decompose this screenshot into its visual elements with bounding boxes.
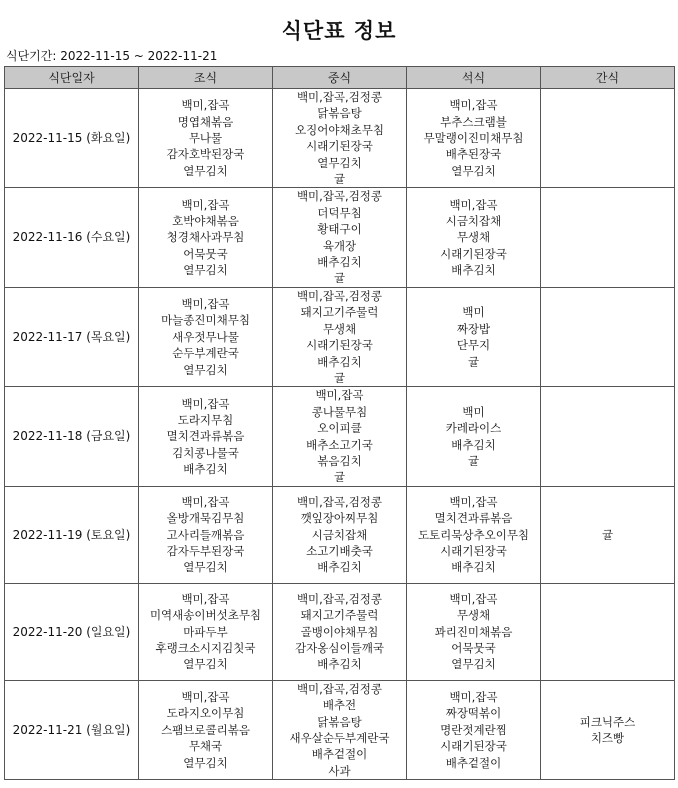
- menu-item: 호박야채볶음: [172, 214, 239, 229]
- table-row: [5, 188, 675, 287]
- lunch-cell: [273, 188, 407, 287]
- menu-item: 시금치잡채: [311, 527, 368, 542]
- menu-item: 배추김치: [317, 354, 362, 369]
- menu-item: 백미,잡곡: [315, 388, 364, 403]
- menu-item: 열무김치: [183, 657, 228, 672]
- menu-item: 배추김치: [451, 437, 496, 452]
- breakfast-cell: [139, 287, 273, 386]
- dinner-cell: [407, 583, 541, 680]
- menu-item: 백미: [462, 305, 485, 320]
- dinner-cell: [407, 387, 541, 486]
- menu-item: 시래기된장국: [306, 338, 373, 353]
- menu-item: 올방개묵김무침: [166, 511, 245, 526]
- lunch-cell: [273, 89, 407, 188]
- menu-item: 배추김치: [183, 462, 228, 477]
- menu-item: 카레라이스: [445, 421, 502, 436]
- menu-item: 도라지오이무침: [166, 706, 245, 721]
- menu-item: 후랭크소시지김칫국: [155, 640, 256, 655]
- menu-item: 귤: [333, 172, 346, 187]
- lunch-cell: [273, 287, 407, 386]
- menu-item: 도라지무침: [177, 412, 234, 427]
- dinner-cell: [407, 188, 541, 287]
- menu-item: 어묵뭇국: [183, 246, 228, 261]
- menu-item: 배추김치: [317, 657, 362, 672]
- menu-item: 배추김치: [451, 560, 496, 575]
- menu-item: 백미,잡곡: [181, 494, 230, 509]
- menu-item: 백미,잡곡: [449, 689, 498, 704]
- snack-cell: [541, 89, 675, 188]
- menu-item: 무생채: [322, 321, 357, 336]
- menu-item: 더덕무침: [317, 205, 362, 220]
- date-cell: 2022-11-17 (목요일): [5, 287, 139, 386]
- breakfast-cell: [139, 583, 273, 680]
- lunch-cell: [273, 583, 407, 680]
- menu-item: 백미: [462, 404, 485, 419]
- menu-item: 백미,잡곡,검정콩: [296, 681, 383, 696]
- dinner-cell: [407, 486, 541, 583]
- menu-item: 백미,잡곡: [449, 197, 498, 212]
- menu-item: 백미,잡곡,검정콩: [296, 591, 383, 606]
- date-cell: 2022-11-16 (수요일): [5, 188, 139, 287]
- menu-item: 시래기된장국: [306, 139, 373, 154]
- menu-item: 백미,잡곡: [449, 494, 498, 509]
- menu-item: 배추김치: [451, 263, 496, 278]
- menu-item: 무생채: [456, 608, 491, 623]
- menu-item: 시래기된장국: [440, 246, 507, 261]
- menu-item: 백미,잡곡: [181, 396, 230, 411]
- menu-item: 골뱅이야채무침: [300, 624, 379, 639]
- menu-item: 백미,잡곡,검정콩: [296, 494, 383, 509]
- menu-item: 피크닉주스: [579, 714, 636, 729]
- dinner-cell: [407, 680, 541, 779]
- menu-item: 김치콩나물국: [172, 445, 239, 460]
- menu-item: 무나물: [188, 131, 223, 146]
- snack-cell: [541, 387, 675, 486]
- menu-item: 콩나물무침: [311, 404, 368, 419]
- date-cell: 2022-11-20 (일요일): [5, 583, 139, 680]
- menu-table: [4, 66, 675, 780]
- menu-item: 청경채사과무침: [166, 230, 245, 245]
- header-snack: 간식: [541, 67, 675, 89]
- menu-item: 감자호박된장국: [166, 147, 245, 162]
- menu-item: 배추소고기국: [306, 437, 373, 452]
- menu-item: 배추김치: [317, 255, 362, 270]
- menu-item: 배추전: [322, 698, 357, 713]
- menu-item: 무말랭이진미채무침: [423, 131, 524, 146]
- menu-item: 명란젓계란찜: [440, 722, 507, 737]
- menu-item: 백미,잡곡: [449, 98, 498, 113]
- menu-item: 도토리묵상추오이무침: [417, 527, 530, 542]
- menu-item: 고사리들깨볶음: [166, 527, 245, 542]
- lunch-cell: [273, 387, 407, 486]
- table-row: [5, 89, 675, 188]
- menu-item: 시금치잡채: [445, 214, 502, 229]
- date-cell: 2022-11-18 (금요일): [5, 387, 139, 486]
- menu-item: 감자두부된장국: [166, 543, 245, 558]
- menu-body: [5, 89, 675, 780]
- lunch-cell: [273, 680, 407, 779]
- menu-item: 열무김치: [183, 263, 228, 278]
- menu-item: 백미,잡곡: [449, 591, 498, 606]
- header-lunch: 중식: [273, 67, 407, 89]
- dinner-cell: [407, 287, 541, 386]
- menu-item: 백미,잡곡: [181, 197, 230, 212]
- menu-item: 무채국: [188, 739, 223, 754]
- menu-item: 열무김치: [451, 657, 496, 672]
- table-row: [5, 680, 675, 779]
- menu-item: 시래기된장국: [440, 543, 507, 558]
- menu-item: 배추겉절이: [311, 747, 368, 762]
- menu-item: 백미,잡곡: [181, 689, 230, 704]
- menu-item: 백미,잡곡: [181, 297, 230, 312]
- menu-item: 황태구이: [317, 222, 362, 237]
- menu-item: 돼지고기주물럭: [300, 305, 379, 320]
- menu-item: 열무김치: [183, 362, 228, 377]
- breakfast-cell: [139, 680, 273, 779]
- snack-cell: [541, 486, 675, 583]
- snack-cell: [541, 583, 675, 680]
- menu-item: 배추겉절이: [445, 755, 502, 770]
- menu-item: 꽈리진미채볶음: [434, 624, 513, 639]
- menu-item: 백미,잡곡,검정콩: [296, 90, 383, 104]
- menu-item: 짜장밥: [456, 321, 491, 336]
- header-row: [5, 67, 675, 89]
- header-date: 식단일자: [5, 67, 139, 89]
- menu-item: 소고기배춧국: [306, 543, 373, 558]
- snack-cell: [541, 287, 675, 386]
- dinner-cell: [407, 89, 541, 188]
- breakfast-cell: [139, 387, 273, 486]
- menu-item: 오징어야채초무침: [295, 122, 384, 137]
- menu-item: 무생채: [456, 230, 491, 245]
- page-title: 식단표 정보: [281, 19, 397, 43]
- menu-item: 볶음김치: [317, 453, 362, 468]
- menu-item: 귤: [333, 470, 346, 485]
- menu-period: 식단기간: 2022-11-15 ~ 2022-11-21: [6, 49, 218, 63]
- menu-item: 배추김치: [317, 560, 362, 575]
- menu-item: 시래기된장국: [440, 739, 507, 754]
- menu-item: 짜장떡볶이: [445, 706, 502, 721]
- breakfast-cell: [139, 486, 273, 583]
- menu-item: 마늘종진미채무침: [161, 313, 250, 328]
- lunch-cell: [273, 486, 407, 583]
- breakfast-cell: [139, 89, 273, 188]
- table-row: [5, 387, 675, 486]
- menu-item: 열무김치: [317, 155, 362, 170]
- table-row: [5, 583, 675, 680]
- header-breakfast: 조식: [139, 67, 273, 89]
- snack-cell: [541, 188, 675, 287]
- menu-item: 오이피클: [317, 421, 362, 436]
- menu-item: 배추된장국: [445, 147, 502, 162]
- snack-cell: [541, 680, 675, 779]
- menu-item: 치즈빵: [590, 730, 625, 745]
- menu-item: 깻잎장아찌무침: [300, 511, 379, 526]
- menu-item: 귤: [333, 370, 346, 385]
- menu-item: 닭볶음탕: [317, 106, 362, 121]
- menu-item: 귤: [467, 354, 480, 369]
- menu-item: 돼지고기주물럭: [300, 608, 379, 623]
- menu-item: 새우젓무나물: [172, 329, 239, 344]
- menu-item: 귤: [333, 271, 346, 286]
- menu-item: 열무김치: [183, 755, 228, 770]
- date-cell: 2022-11-19 (토요일): [5, 486, 139, 583]
- header-dinner: 석식: [407, 67, 541, 89]
- menu-item: 백미,잡곡: [181, 591, 230, 606]
- menu-item: 백미,잡곡: [181, 98, 230, 113]
- menu-item: 육개장: [322, 238, 357, 253]
- menu-item: 백미,잡곡,검정콩: [296, 189, 383, 204]
- menu-item: 귤: [601, 527, 614, 542]
- date-cell: 2022-11-15 (화요일): [5, 89, 139, 188]
- menu-item: 귤: [467, 453, 480, 468]
- menu-item: 열무김치: [183, 560, 228, 575]
- menu-item: 사과: [328, 763, 351, 778]
- menu-item: 새우살순두부계란국: [289, 730, 390, 745]
- menu-item: 단무지: [456, 338, 491, 353]
- menu-item: 닭볶음탕: [317, 714, 362, 729]
- menu-item: 미역새송이버섯초무침: [149, 608, 262, 623]
- menu-item: 순두부계란국: [172, 346, 239, 361]
- menu-item: 열무김치: [183, 163, 228, 178]
- menu-item: 어묵뭇국: [451, 640, 496, 655]
- menu-item: 부추스크램블: [440, 114, 507, 129]
- breakfast-cell: [139, 188, 273, 287]
- menu-item: 멸치견과류볶음: [166, 429, 245, 444]
- table-row: [5, 287, 675, 386]
- menu-item: 감자옹심이들깨국: [295, 640, 384, 655]
- menu-item: 멸치견과류볶음: [434, 511, 513, 526]
- menu-item: 열무김치: [451, 163, 496, 178]
- menu-item: 스팸브로콜리볶음: [161, 722, 250, 737]
- menu-item: 명엽채볶음: [177, 114, 234, 129]
- menu-item: 마파두부: [183, 624, 228, 639]
- date-cell: 2022-11-21 (월요일): [5, 680, 139, 779]
- table-row: [5, 486, 675, 583]
- menu-item: 백미,잡곡,검정콩: [296, 288, 383, 303]
